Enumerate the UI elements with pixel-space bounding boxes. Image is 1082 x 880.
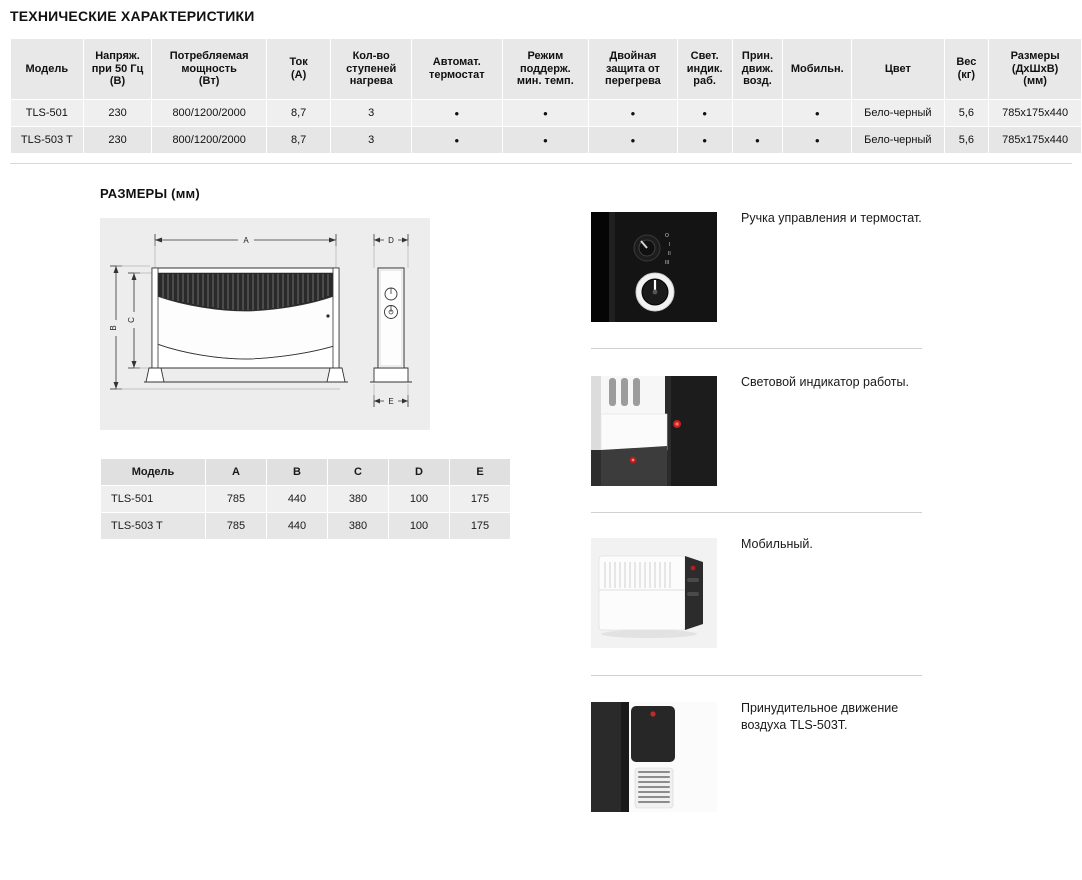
cell-weight: 5,6	[944, 127, 989, 154]
cell-current: 8,7	[266, 127, 330, 154]
dims-cell-c: 380	[328, 513, 389, 540]
col-voltage: Напряж. при 50 Гц (В)	[83, 39, 152, 100]
feature-caption: Световой индикатор работы.	[741, 375, 909, 389]
dims-cell-e: 175	[450, 486, 511, 513]
cell-weight: 5,6	[944, 100, 989, 127]
dims-cell-a: 785	[206, 486, 267, 513]
dims-col-a: A	[206, 459, 267, 486]
cell-model: TLS-503 T	[11, 127, 84, 154]
svg-text:B: B	[109, 325, 118, 331]
table-row	[11, 100, 1082, 127]
feature-caption: Мобильный.	[741, 537, 813, 551]
cell-forced-air	[732, 100, 783, 127]
dims-cell-model: TLS-503 T	[101, 513, 206, 540]
feature-caption: Ручка управления и термостат.	[741, 211, 922, 225]
col-current: Ток (А)	[266, 39, 330, 100]
col-stages: Кол-во ступеней нагрева	[331, 39, 412, 100]
section-divider	[10, 163, 1072, 164]
cell-stages: 3	[331, 127, 412, 154]
svg-text:A: A	[243, 236, 249, 245]
feature-divider	[591, 512, 922, 513]
dims-cell-b: 440	[267, 486, 328, 513]
col-model	[11, 39, 84, 100]
col-indicator: Свет. индик. раб.	[677, 39, 732, 100]
dimensions-drawing	[100, 218, 430, 430]
col-size: Размеры (ДхШхВ) (мм)	[989, 39, 1082, 100]
feature-divider	[591, 675, 922, 676]
cell-size: 785х175х440	[989, 100, 1082, 127]
cell-size: 785х175х440	[989, 127, 1082, 154]
cell-voltage: 230	[83, 127, 152, 154]
col-overheat-protection: Двойная защита от перегрева	[589, 39, 678, 100]
feature-caption: Принудительное движение воздуха TLS-503T.	[741, 701, 899, 733]
spec-section-title: ТЕХНИЧЕСКИЕ ХАРАКТЕРИСТИКИ	[10, 8, 255, 24]
col-thermostat: Автомат. термостат	[411, 39, 502, 100]
col-forced-air: Прин. движ. возд.	[732, 39, 783, 100]
col-min-temp-mode: Режим поддерж. мин. темп.	[502, 39, 589, 100]
cell-forced-air: •	[732, 127, 783, 154]
table-row	[101, 513, 511, 540]
svg-text:I: I	[669, 242, 671, 248]
table-row	[101, 486, 511, 513]
cell-stages: 3	[331, 100, 412, 127]
table-header-row	[11, 39, 1082, 100]
dims-col-b: B	[267, 459, 328, 486]
col-mobile: Мобильн.	[783, 39, 852, 100]
cell-indicator: •	[677, 127, 732, 154]
dims-cell-d: 100	[389, 513, 450, 540]
dims-cell-e: 175	[450, 513, 511, 540]
cell-indicator: •	[677, 100, 732, 127]
cell-voltage: 230	[83, 100, 152, 127]
col-model-line1: Модель	[25, 62, 69, 75]
feature-divider	[591, 348, 922, 349]
col-power: Потребляемая мощность (Вт)	[152, 39, 267, 100]
dims-col-c: C	[328, 459, 389, 486]
forced-air-grille-photo	[591, 702, 717, 812]
dimensions-table	[100, 458, 511, 540]
table-header-row	[101, 459, 511, 486]
convector-dimension-drawing	[100, 218, 430, 430]
svg-text:O: O	[665, 233, 669, 239]
cell-min-temp-mode: •	[502, 100, 589, 127]
svg-text:II: II	[668, 251, 671, 257]
col-weight: Вес (кг)	[944, 39, 989, 100]
dims-cell-d: 100	[389, 486, 450, 513]
specifications-table	[10, 38, 1082, 154]
mobile-convector-photo	[591, 538, 717, 648]
cell-overheat-protection: •	[589, 100, 678, 127]
cell-power: 800/1200/2000	[152, 100, 267, 127]
cell-mobile: •	[783, 100, 852, 127]
cell-current: 8,7	[266, 100, 330, 127]
col-color: Цвет	[852, 39, 944, 100]
dims-col-e: E	[450, 459, 511, 486]
dims-col-model: Модель	[101, 459, 206, 486]
dims-cell-c: 380	[328, 486, 389, 513]
table-row	[11, 127, 1082, 154]
cell-thermostat: •	[411, 100, 502, 127]
cell-model: TLS-501	[11, 100, 84, 127]
svg-text:D: D	[388, 236, 394, 245]
cell-color: Бело-черный	[852, 127, 944, 154]
svg-text:C: C	[127, 317, 136, 323]
dims-col-d: D	[389, 459, 450, 486]
cell-power: 800/1200/2000	[152, 127, 267, 154]
svg-text:E: E	[388, 397, 394, 406]
control-knob-photo	[591, 212, 717, 322]
cell-thermostat: •	[411, 127, 502, 154]
cell-color: Бело-черный	[852, 100, 944, 127]
dims-cell-b: 440	[267, 513, 328, 540]
indicator-light-photo	[591, 376, 717, 486]
dimensions-section-title: РАЗМЕРЫ (мм)	[100, 186, 200, 201]
cell-min-temp-mode: •	[502, 127, 589, 154]
svg-text:III: III	[665, 260, 670, 266]
dims-cell-model: TLS-501	[101, 486, 206, 513]
cell-overheat-protection: •	[589, 127, 678, 154]
dims-cell-a: 785	[206, 513, 267, 540]
cell-mobile: •	[783, 127, 852, 154]
